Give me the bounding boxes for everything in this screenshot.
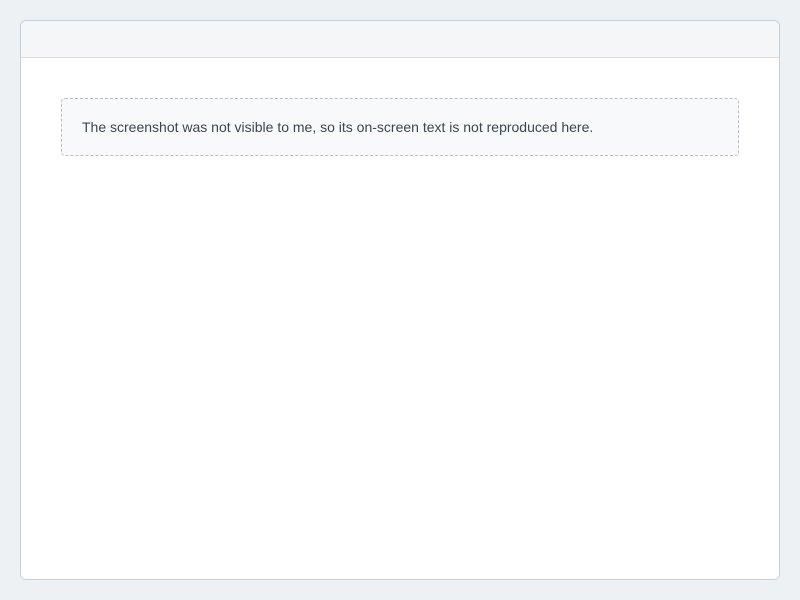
app-window <box>20 20 780 580</box>
unavailable-notice: The screenshot was not visible to me, so its on-screen text is not reproduced here. <box>61 98 739 156</box>
title-bar <box>21 21 779 58</box>
main-content <box>21 58 779 579</box>
